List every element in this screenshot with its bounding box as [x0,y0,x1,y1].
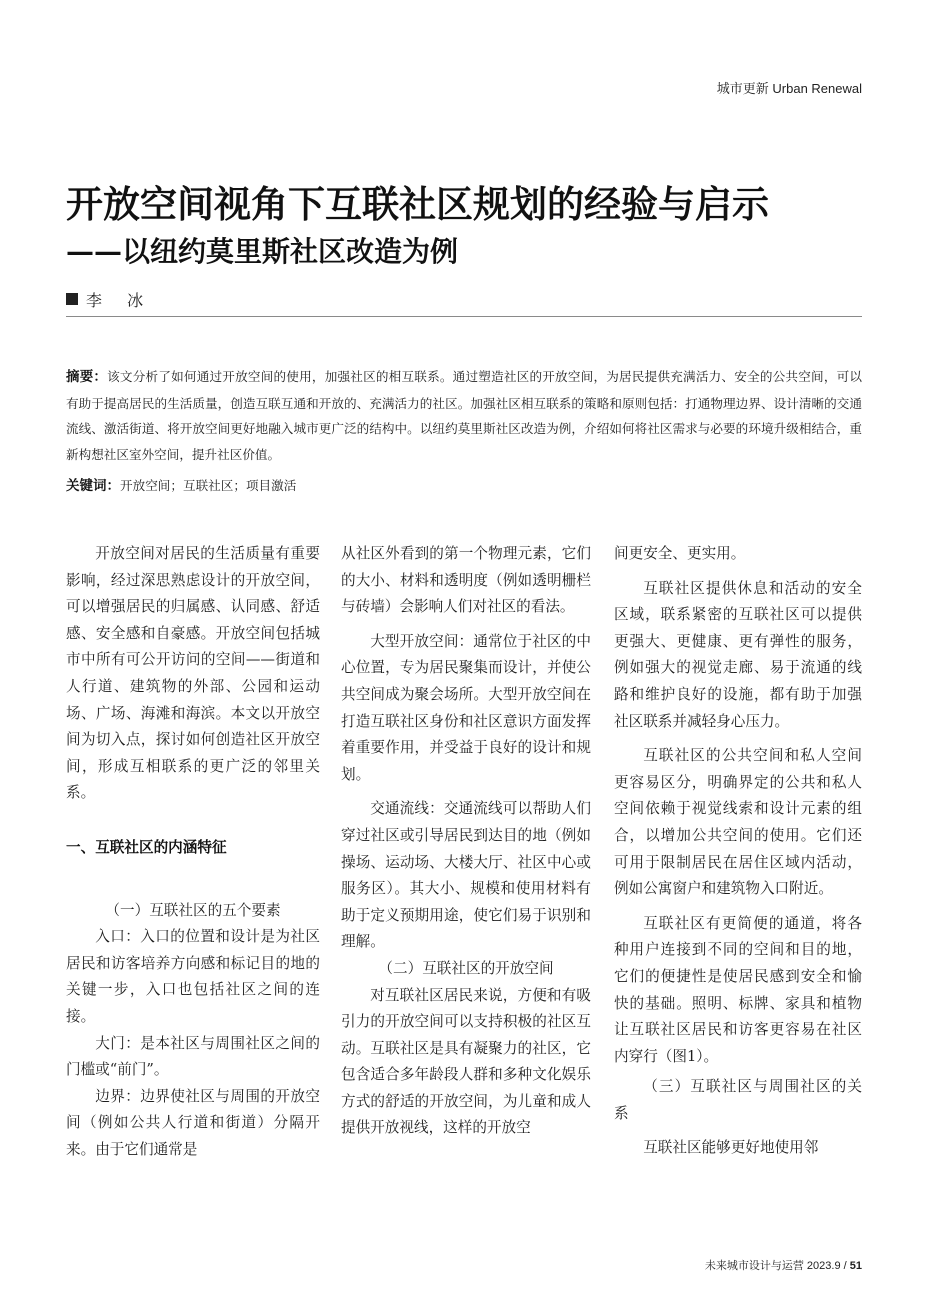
author-line [66,289,153,309]
body-column-1 [66,541,320,1163]
paragraph-boundary-continued: 从社区外看到的第一个物理元素，它们的大小、材料和透明度（例如透明栅栏与砖墙）会影响人们对社区的看法。 [341,545,591,616]
paragraph-public-private: 互联社区的公共空间和私人空间更容易区分，明确界定的公共和私人空间依赖于视觉线索和设计元素的组合，以增加公共空间的使用。它们还可用于限制居民在居住区域内活动，例如公寓窗户和建筑物入口附近。 [614,747,862,898]
paragraph-last: 互联社区能够更好地使用邻 [643,1139,819,1157]
keywords-label: 关键词： [66,478,120,494]
abstract-text: 该文分析了如何通过开放空间的使用，加强社区的相互联系。通过塑造社区的开放空间，为居民提供充满活力、安全的公共空间，可以有助于提高居民的生活质量，创造互联互通和开放的、充满活力的社区。加强社区相互联系的策略和原则包括：打通物理边界、设计清晰的交通流线、激活街道、将开放空间更好地融入城市更广泛的结构中。以纽约莫里斯社区改造为例，介绍如何将社区需求与必要的环境升级相结合，重新构想社区室外空间，提升社区价值。 [66,369,863,462]
abstract-label: 摘要： [66,369,108,385]
paragraph-large-open-space: 大型开放空间：通常位于社区的中心位置，专为居民聚集而设计，并使公共空间成为聚会场所。大型开放空间在打造互联社区身份和社区意识方面发挥着重要作用，并受益于良好的设计和规划。 [341,632,591,783]
paragraph-boundary: 边界：边界使社区与周围的开放空间（例如公共人行道和街道）分隔开来。由于它们通常是 [66,1087,320,1158]
body-column-3 [614,541,862,1162]
keywords-text: 开放空间；互联社区；项目激活 [120,478,297,493]
paragraph-safe-area: 互联社区提供休息和活动的安全区域，联系紧密的互联社区可以提供更强大、更健康、更有弹性的服务，例如强大的视觉走廊、易于流通的线路和维护良好的设施，都有助于加强社区联系并减轻身心压力。 [614,579,862,730]
author-name: 李 冰 [86,290,154,310]
paragraph-circulation: 交通流线：交通流线可以帮助人们穿过社区或引导居民到达目的地（例如操场、运动场、大楼大厅、社区中心或服务区）。其大小、规模和使用材料有助于定义预期用途，使它们易于识别和理解。 [341,800,591,951]
paragraph-entrance: 入口：入口的位置和设计是为社区居民和访客培养方向感和标记目的地的关键一步，入口也包括社区之间的连接。 [66,928,320,1025]
issue-label: 2023.9 / [806,1260,847,1272]
subsection-heading-1: （一）互联社区的五个要素 [105,901,281,919]
keywords-block [66,474,862,498]
title-divider [66,316,862,317]
article-title: 开放空间视角下互联社区规划的经验与启示 [66,183,769,226]
paragraph-access: 互联社区有更简便的通道，将各种用户连接到不同的空间和目的地，它们的便捷性是使居民感到安全和愉快的基础。照明、标牌、家具和植物让互联社区居民和访客更容易在社区内穿行（图1）。 [614,914,862,1065]
subsection-heading-3: （三）互联社区与周围社区的关系 [614,1078,862,1122]
body-column-2 [341,541,591,1142]
paragraph-intro: 开放空间对居民的生活质量有重要影响，经过深思熟虑设计的开放空间，可以增强居民的归属感、认同感、舒适感、安全感和自豪感。开放空间包括城市中所有可公开访问的空间——街道和人行道、建筑物的外部、公园和运动场、广场、海滩和海滨。本文以开放空间为切入点，探讨如何创造社区开放空间，形成互相联系的更广泛的邻里关系。 [66,545,320,802]
journal-name: 未来城市设计与运营 [704,1260,804,1272]
page-number: 51 [849,1260,862,1272]
running-header: 城市更新 Urban Renewal [716,81,862,96]
paragraph-gate: 大门：是本社区与周围社区之间的门槛或“前门”。 [66,1034,320,1079]
author-marker-square [66,293,78,305]
paragraph-continued: 间更安全、更实用。 [614,545,746,562]
abstract-block [66,364,862,467]
page-footer [705,1257,862,1273]
section-heading-1: 一、互联社区的内涵特征 [66,838,227,856]
paragraph-open-space: 对互联社区居民来说，方便和有吸引力的开放空间可以支持积极的社区互动。互联社区是具有凝聚力的社区，它包含适合多年龄段人群和多种文化娱乐方式的舒适的开放空间，为儿童和成人提供开放视线，这样的开放空 [341,986,591,1137]
subsection-heading-2: （二）互联社区的开放空间 [378,959,554,977]
article-subtitle: ——以纽约莫里斯社区改造为例 [66,235,459,268]
